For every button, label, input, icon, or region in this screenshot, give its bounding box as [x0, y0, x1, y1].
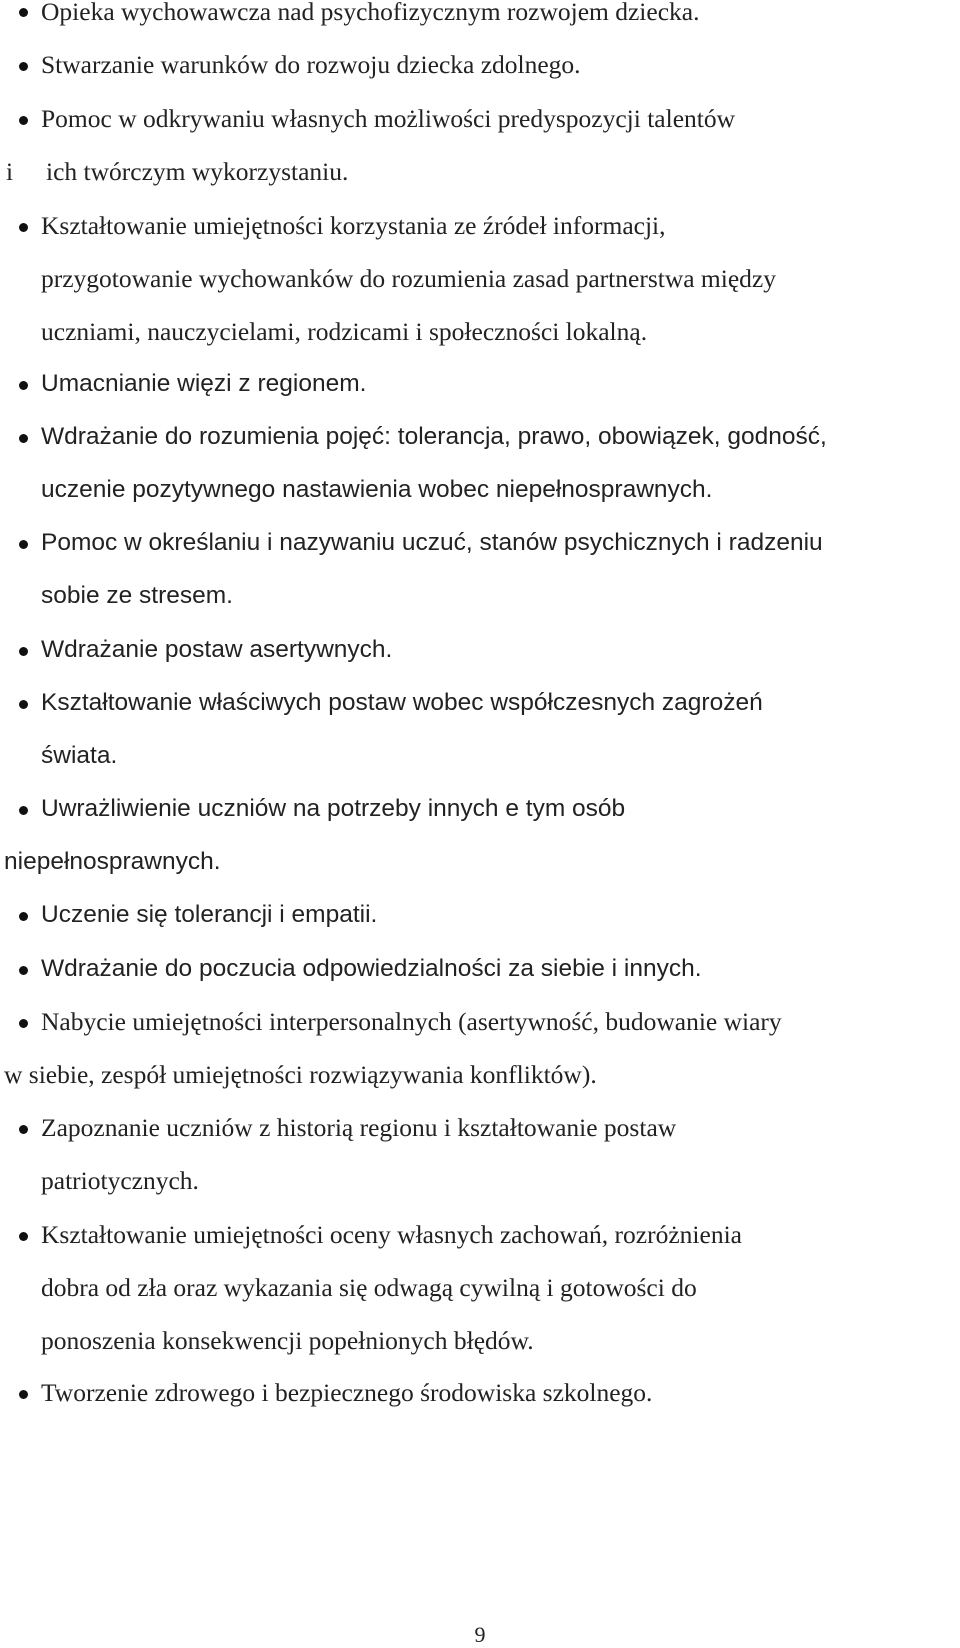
list-item-line: Umacnianie więzi z regionem.: [41, 370, 367, 397]
bullet-icon: [19, 62, 28, 71]
list-item-line: patriotycznych.: [41, 1166, 199, 1195]
list-item-line: ich twórczym wykorzystaniu.: [46, 157, 349, 186]
list-item-line: sobie ze stresem.: [41, 582, 233, 609]
list-item-line: i: [6, 157, 14, 186]
list-item-line: Wdrażanie do poczucia odpowiedzialności za siebie i innych.: [41, 955, 702, 982]
bullet-icon: [19, 912, 28, 921]
bullet-icon: [19, 8, 28, 17]
list-item-line: dobra od zła oraz wykazania się odwagą cywilną i gotowości do: [41, 1273, 697, 1302]
list-item-line: w siebie, zespół umiejętności rozwiązywania konfliktów).: [4, 1060, 597, 1089]
list-item-line: ponoszenia konsekwencji popełnionych błędów.: [41, 1326, 534, 1355]
list-item-line: Kształtowanie umiejętności korzystania ze źródeł informacji,: [41, 211, 666, 240]
list-item-line: Opieka wychowawcza nad psychofizycznym rozwojem dziecka.: [41, 0, 700, 26]
list-item-line: Wdrażanie postaw asertywnych.: [41, 636, 393, 663]
list-item-line: Uwrażliwienie uczniów na potrzeby innych e tym osób: [41, 795, 626, 822]
bullet-icon: [19, 434, 28, 443]
list-item-line: uczenie pozytywnego nastawienia wobec niepełnosprawnych.: [41, 476, 713, 503]
bullet-icon: [19, 647, 28, 656]
page-number: 9: [474, 1622, 486, 1647]
bullet-icon: [19, 1125, 28, 1134]
bullet-icon: [19, 1232, 28, 1241]
list-item-line: przygotowanie wychowanków do rozumienia zasad partnerstwa między: [41, 264, 776, 293]
list-item-line: Pomoc w określaniu i nazywaniu uczuć, stanów psychicznych i radzeniu: [41, 529, 823, 556]
list-item-line: Kształtowanie właściwych postaw wobec współczesnych zagrożeń: [41, 689, 763, 716]
bullet-icon: [19, 1019, 28, 1028]
bullet-icon: [19, 700, 28, 709]
list-item-line: Pomoc w odkrywaniu własnych możliwości predyspozycji talentów: [41, 104, 736, 133]
bullet-icon: [19, 806, 28, 815]
bullet-icon: [19, 1390, 28, 1399]
bullet-icon: [19, 966, 28, 975]
list-item-line: uczniami, nauczycielami, rodzicami i społeczności lokalną.: [41, 317, 648, 346]
list-item-line: świata.: [41, 742, 118, 769]
list-item-line: Zapoznanie uczniów z historią regionu i kształtowanie postaw: [41, 1113, 677, 1142]
list-item-line: Nabycie umiejętności interpersonalnych (asertywność, budowanie wiary: [41, 1007, 782, 1036]
bullet-icon: [19, 223, 28, 232]
list-item-line: Wdrażanie do rozumienia pojęć: tolerancja, prawo, obowiązek, godność,: [41, 423, 827, 450]
bullet-icon: [19, 381, 28, 390]
list-item-line: Tworzenie zdrowego i bezpiecznego środowiska szkolnego.: [41, 1378, 653, 1407]
list-item-line: Uczenie się tolerancji i empatii.: [41, 901, 378, 928]
list-item-line: niepełnosprawnych.: [4, 848, 221, 875]
bullet-icon: [19, 540, 28, 549]
list-item-line: Kształtowanie umiejętności oceny własnych zachowań, rozróżnienia: [41, 1220, 742, 1249]
list-item-line: Stwarzanie warunków do rozwoju dziecka zdolnego.: [41, 50, 581, 79]
bullet-icon: [19, 116, 28, 125]
